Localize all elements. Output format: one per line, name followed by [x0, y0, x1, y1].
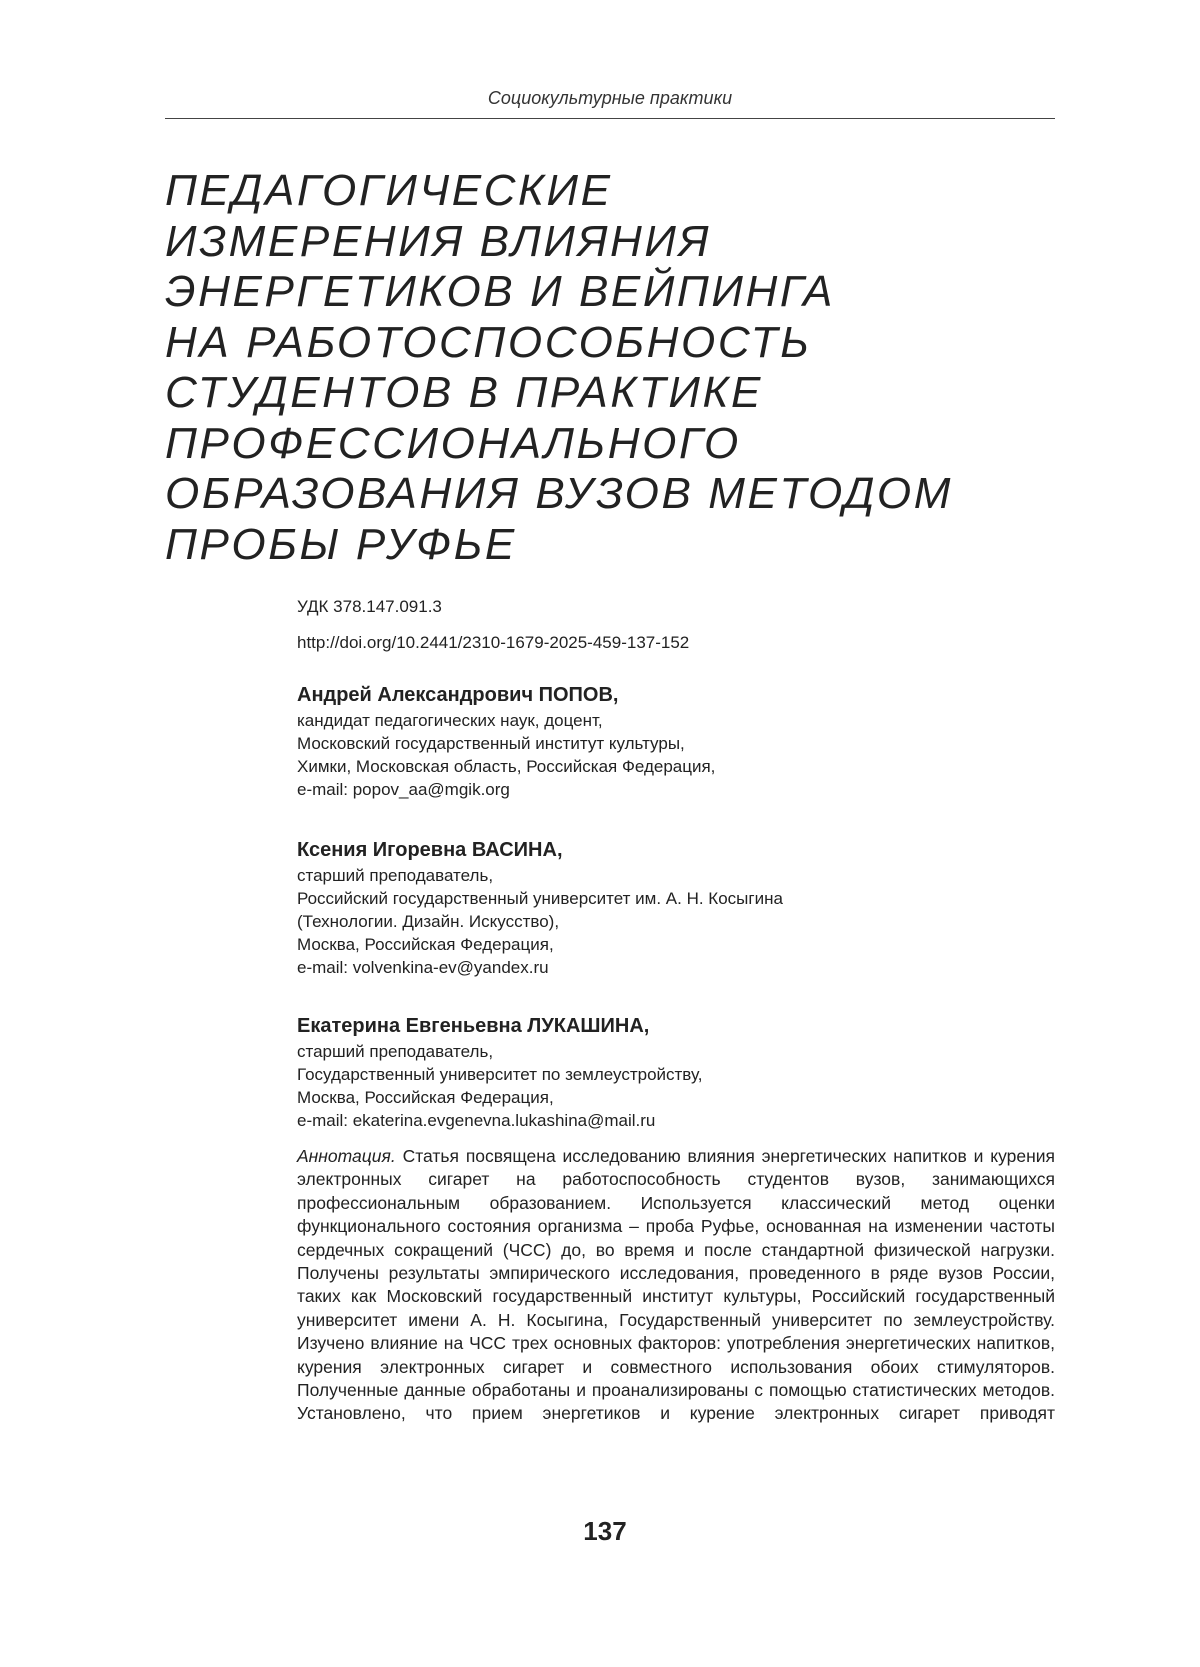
- title-line: ПРОФЕССИОНАЛЬНОГО: [165, 418, 741, 468]
- abstract-text: Статья посвящена исследованию влияния энергетических напитков и курения электронных сигарет на работоспособность студентов вузов, занимающихся профессиональным образованием. Используется классический метод оценки функционального состояния организма – проба Руфье, основанная на изменении частоты сердечных сокращений (ЧСС) до, во время и после стандартной физической нагрузки. Получены результаты эмпирического исследования, проведенного в ряде вузов России, таких как Московский государственный институт культуры, Российский государственный университет имени А. Н. Косыгина, Государственный университет по землеустройству. Изучено влияние на ЧСС трех основных факторов: употребления энергетических напитков, курения электронных сигарет и совместного использования обоих стимуляторов. Полученные данные обработаны и проанализированы с помощью статистических методов. Установлено, что прием энергетиков и курение электронных сигарет приводят: [297, 1146, 1056, 1424]
- header-rule: [165, 118, 1055, 119]
- title-line: ЭНЕРГЕТИКОВ И ВЕЙПИНГА: [165, 267, 835, 316]
- author-name: Андрей Александрович ПОПОВ,: [297, 684, 619, 706]
- page-number: 137: [583, 1516, 627, 1546]
- author-location: Москва, Российская Федерация,: [297, 935, 554, 954]
- title-line: НА РАБОТОСПОСОБНОСТЬ: [165, 317, 812, 367]
- title-line: ОБРАЗОВАНИЯ ВУЗОВ МЕТОДОМ: [165, 469, 953, 518]
- author-block: [297, 837, 1057, 979]
- author-name: Ксения Игоревна ВАСИНА,: [297, 839, 563, 861]
- author-affiliation-cont: (Технологии. Дизайн. Искусство),: [297, 912, 560, 931]
- author-location: Химки, Московская область, Российская Федерация,: [297, 757, 716, 776]
- title-line: ПЕДАГОГИЧЕСКИЕ: [165, 166, 613, 215]
- author-email[interactable]: e-mail: popov_aa@mgik.org: [297, 780, 510, 799]
- article-title: [165, 166, 1065, 570]
- author-degree: кандидат педагогических наук, доцент,: [297, 711, 603, 730]
- author-email[interactable]: e-mail: ekaterina.evgenevna.lukashina@mail.ru: [297, 1111, 656, 1130]
- author-block: [297, 682, 1057, 801]
- title-line: ПРОБЫ РУФЬЕ: [165, 519, 517, 569]
- author-affiliation: Государственный университет по землеустройству,: [297, 1065, 703, 1084]
- author-block: [297, 1013, 1057, 1132]
- udk-code: УДК 378.147.091.3: [297, 597, 442, 616]
- author-position: старший преподаватель,: [297, 1042, 494, 1061]
- author-position: старший преподаватель,: [297, 866, 494, 885]
- author-affiliation: Российский государственный университет им. А. Н. Косыгина: [297, 889, 783, 908]
- author-affiliation: Московский государственный институт культуры,: [297, 734, 685, 753]
- running-head: Социокультурные практики: [487, 88, 733, 108]
- author-name: Екатерина Евгеньевна ЛУКАШИНА,: [297, 1015, 650, 1037]
- author-location: Москва, Российская Федерация,: [297, 1088, 554, 1107]
- title-line: СТУДЕНТОВ В ПРАКТИКЕ: [165, 368, 763, 417]
- author-email[interactable]: e-mail: volvenkina-ev@yandex.ru: [297, 958, 549, 977]
- abstract-label: Аннотация.: [297, 1146, 396, 1166]
- abstract: [297, 1145, 1055, 1426]
- title-line: ИЗМЕРЕНИЯ ВЛИЯНИЯ: [165, 216, 712, 266]
- doi-link[interactable]: http://doi.org/10.2441/2310-1679-2025-459-137-152: [297, 633, 690, 652]
